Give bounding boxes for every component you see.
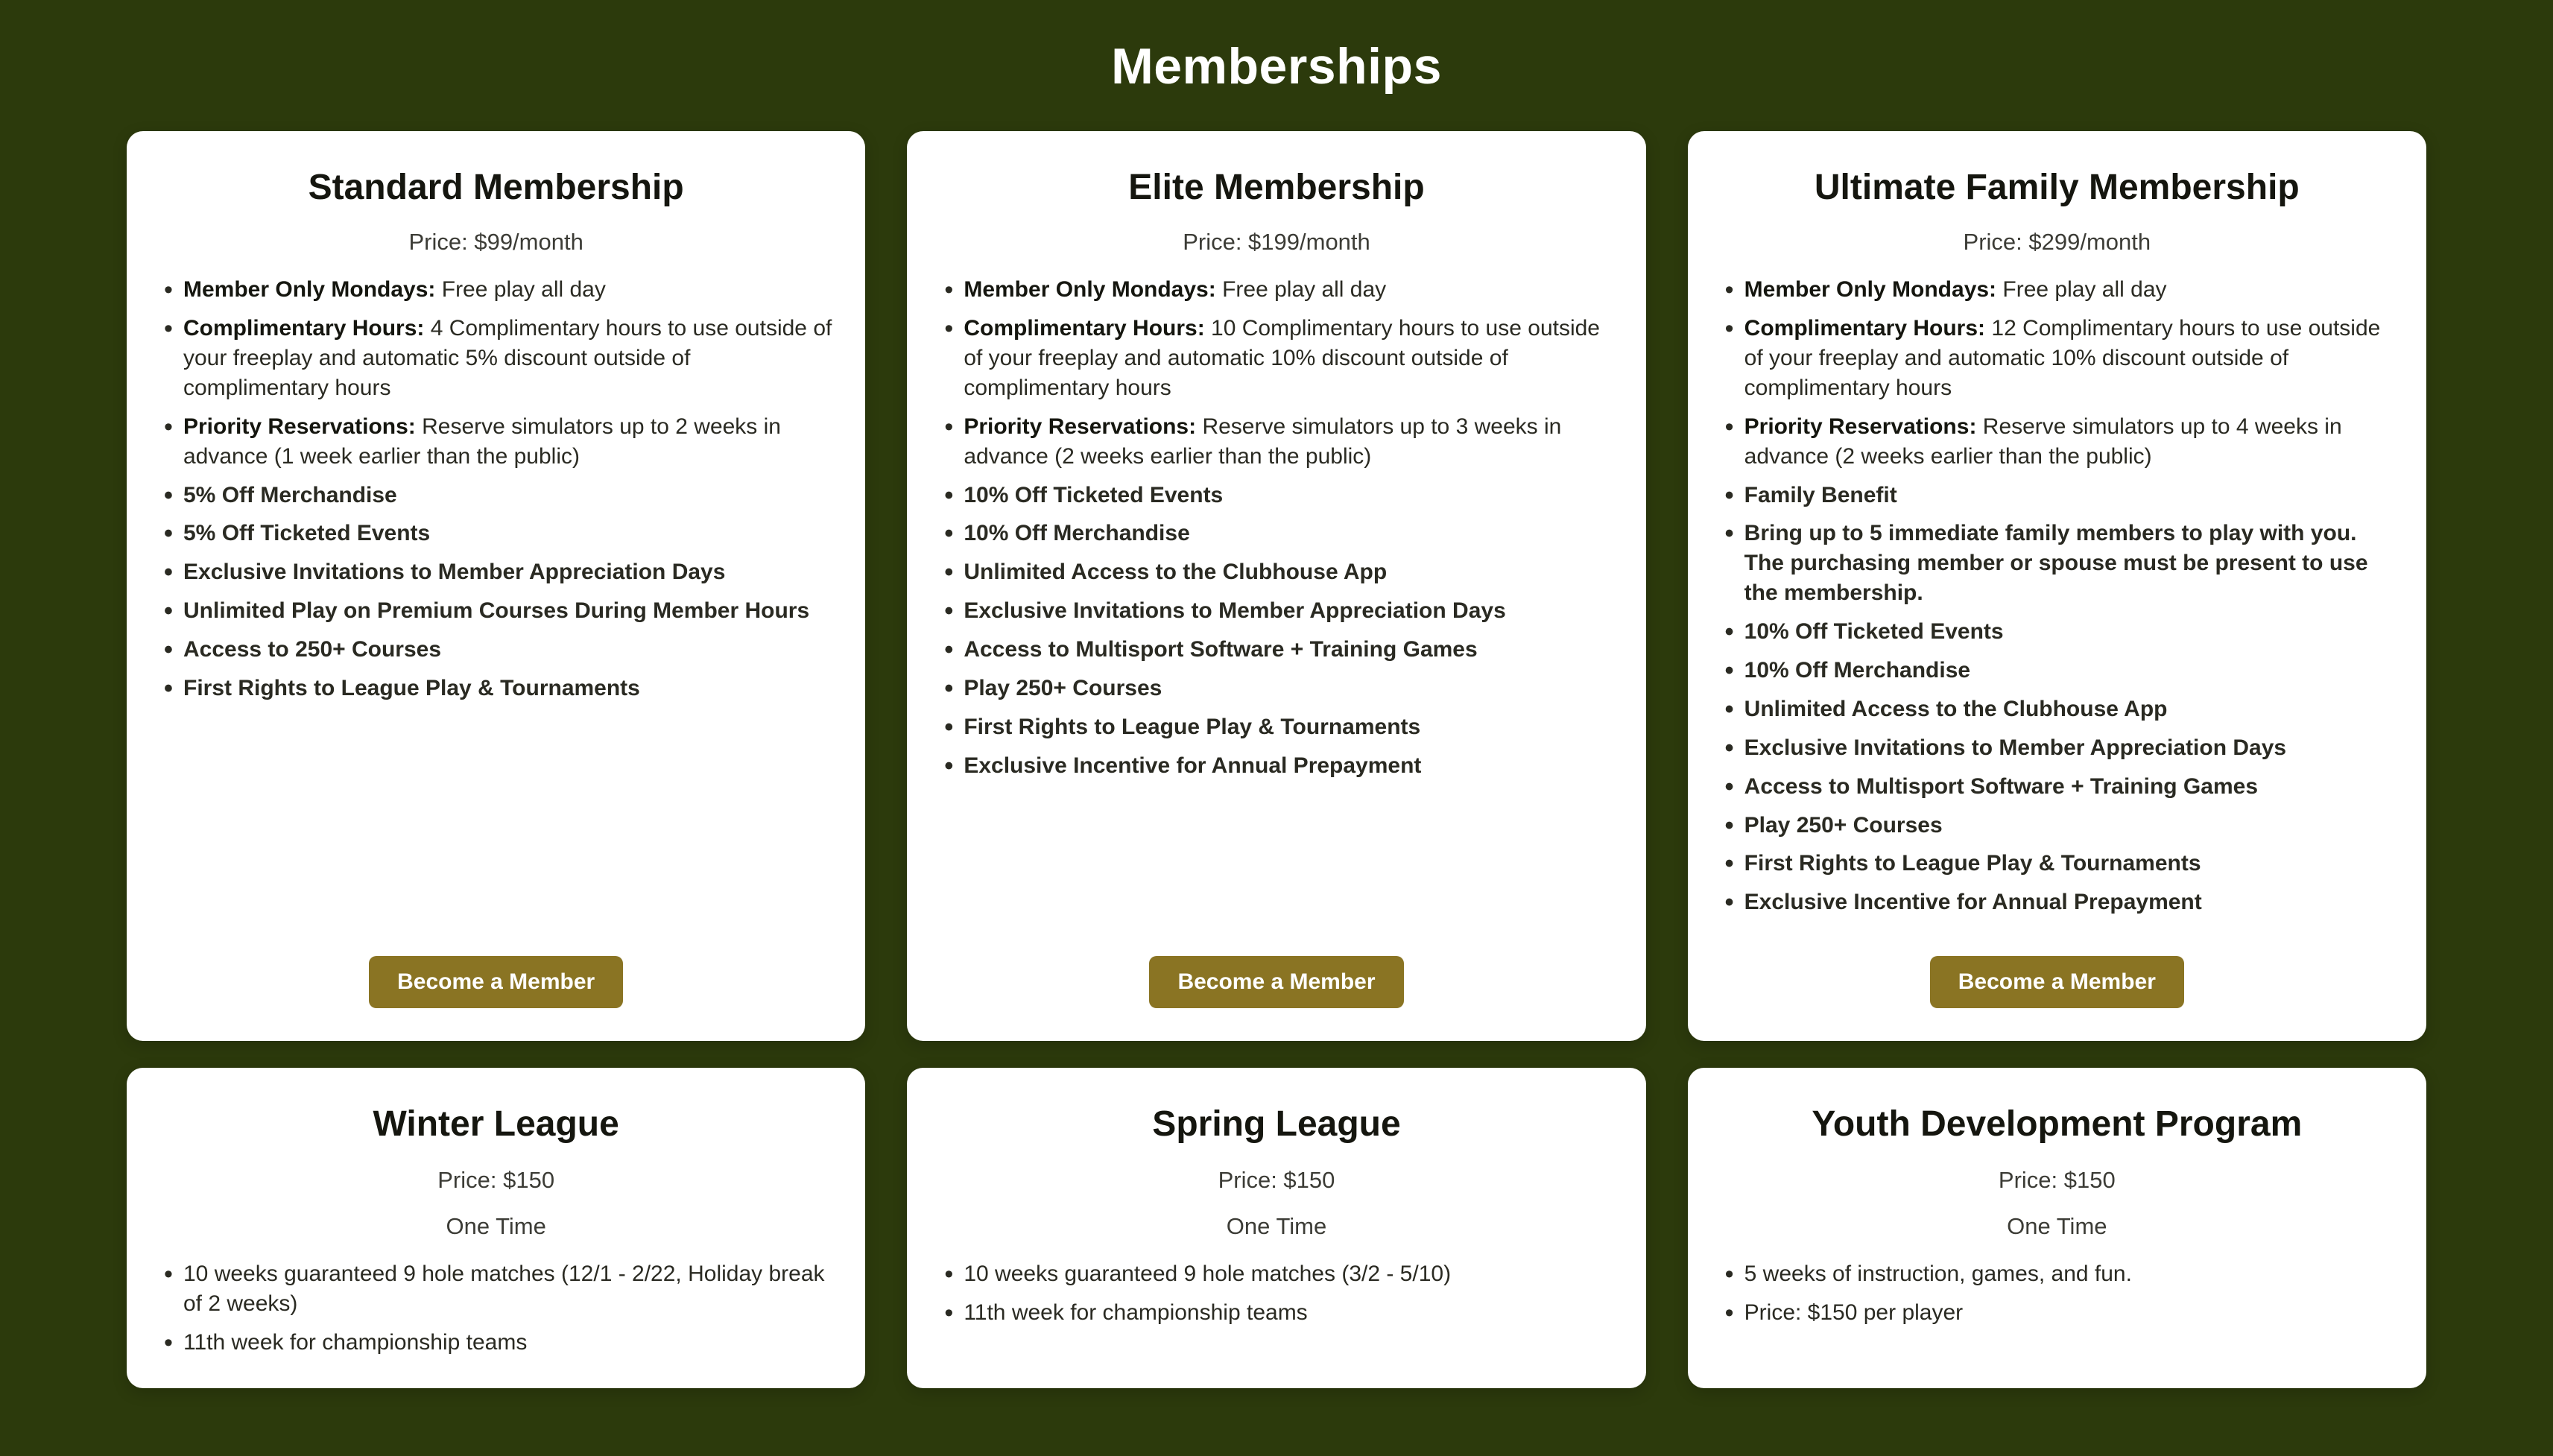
membership-card-grid bbox=[0, 131, 2553, 1041]
program-card-grid bbox=[0, 1068, 2553, 1388]
feature-text: First Rights to League Play & Tournaments bbox=[1744, 851, 2201, 876]
program-card-title: Winter League bbox=[373, 1104, 619, 1145]
feature-list bbox=[938, 275, 1614, 926]
become-a-member-button[interactable]: Become a Member bbox=[369, 956, 623, 1008]
feature-list-item bbox=[1719, 314, 2395, 403]
program-card bbox=[1688, 1068, 2426, 1388]
feature-list-item bbox=[158, 674, 834, 703]
feature-list-item bbox=[158, 635, 834, 665]
feature-list-item bbox=[158, 596, 834, 626]
feature-text: Unlimited Access to the Clubhouse App bbox=[1744, 696, 2168, 721]
membership-card bbox=[1688, 131, 2426, 1041]
feature-list bbox=[1719, 275, 2395, 926]
feature-list-item bbox=[1719, 275, 2395, 305]
feature-list bbox=[158, 1259, 834, 1367]
feature-list bbox=[938, 1259, 1614, 1366]
feature-list-item bbox=[938, 1259, 1614, 1289]
feature-text: 10% Off Ticketed Events bbox=[964, 482, 1224, 507]
feature-label: Member Only Mondays: bbox=[183, 277, 436, 303]
feature-text: 10 Complimentary hours to use outside of your freeplay and automatic 10% discount outside of complimentary hours bbox=[964, 316, 1600, 400]
feature-text: Bring up to 5 immediate family members to play with you. The purchasing member or spouse must be present to use the membership. bbox=[1744, 521, 2368, 606]
feature-text: Exclusive Invitations to Member Appreciation Days bbox=[964, 598, 1506, 624]
feature-list-item bbox=[938, 557, 1614, 587]
feature-text: Reserve simulators up to 3 weeks in advance (2 weeks earlier than the public) bbox=[964, 414, 1562, 469]
feature-text: Access to Multisport Software + Training Games bbox=[964, 637, 1478, 662]
feature-list-item bbox=[938, 751, 1614, 781]
feature-list-item bbox=[938, 314, 1614, 403]
feature-list-item bbox=[1719, 1259, 2395, 1289]
feature-label: Complimentary Hours: bbox=[1744, 316, 1986, 341]
feature-list-item bbox=[1719, 617, 2395, 647]
feature-list-item bbox=[938, 275, 1614, 305]
membership-card-title: Standard Membership bbox=[308, 168, 684, 207]
feature-text: 12 Complimentary hours to use outside of your freeplay and automatic 10% discount outside of complimentary hours bbox=[1744, 316, 2381, 400]
membership-price: Price: $299/month bbox=[1963, 229, 2151, 256]
feature-list-item bbox=[158, 314, 834, 403]
feature-text: Free play all day bbox=[1215, 277, 1387, 303]
program-frequency: One Time bbox=[446, 1213, 546, 1240]
feature-list-item bbox=[1719, 481, 2395, 510]
feature-label: Priority Reservations: bbox=[964, 414, 1197, 439]
feature-text: Exclusive Incentive for Annual Prepayment bbox=[1744, 890, 2202, 915]
feature-text: Family Benefit bbox=[1744, 482, 1897, 507]
feature-text: Unlimited Access to the Clubhouse App bbox=[964, 560, 1388, 585]
feature-text: Play 250+ Courses bbox=[1744, 812, 1943, 838]
program-card bbox=[127, 1068, 865, 1388]
feature-list-item bbox=[1719, 656, 2395, 686]
feature-text: 5 weeks of instruction, games, and fun. bbox=[1744, 1262, 2132, 1287]
feature-list-item bbox=[938, 1298, 1614, 1328]
page-title: Memberships bbox=[1111, 38, 1442, 95]
feature-list-item bbox=[158, 557, 834, 587]
feature-list-item bbox=[1719, 849, 2395, 879]
membership-card bbox=[127, 131, 865, 1041]
feature-text: Reserve simulators up to 4 weeks in advance (2 weeks earlier than the public) bbox=[1744, 414, 2342, 469]
feature-text: Access to 250+ Courses bbox=[183, 637, 442, 662]
feature-text: 10 weeks guaranteed 9 hole matches (3/2 - 5/10) bbox=[964, 1262, 1452, 1287]
feature-text: 5% Off Merchandise bbox=[183, 482, 397, 507]
feature-list-item bbox=[1719, 412, 2395, 472]
feature-list-item bbox=[938, 596, 1614, 626]
feature-list-item bbox=[1719, 733, 2395, 763]
feature-label: Complimentary Hours: bbox=[964, 316, 1205, 341]
feature-text: Free play all day bbox=[435, 277, 606, 303]
feature-list-item bbox=[938, 412, 1614, 472]
feature-text: Exclusive Invitations to Member Appreciation Days bbox=[183, 560, 726, 585]
feature-label: Member Only Mondays: bbox=[1744, 277, 1997, 303]
feature-text: Free play all day bbox=[1996, 277, 2167, 303]
feature-list-item bbox=[938, 481, 1614, 510]
feature-label: Priority Reservations: bbox=[1744, 414, 1977, 439]
feature-list-item bbox=[158, 1259, 834, 1319]
feature-list-item bbox=[938, 635, 1614, 665]
cta-wrapper bbox=[938, 956, 1614, 1008]
feature-text: 10% Off Merchandise bbox=[964, 521, 1190, 546]
program-card-title: Youth Development Program bbox=[1812, 1104, 2303, 1145]
feature-label: Member Only Mondays: bbox=[964, 277, 1216, 303]
feature-text: First Rights to League Play & Tournaments bbox=[964, 714, 1421, 739]
feature-text: Reserve simulators up to 2 weeks in advance (1 week earlier than the public) bbox=[183, 414, 781, 469]
feature-text: Play 250+ Courses bbox=[964, 675, 1162, 700]
cta-wrapper bbox=[158, 956, 834, 1008]
feature-text: Exclusive Incentive for Annual Prepayment bbox=[964, 753, 1422, 778]
feature-list-item bbox=[158, 1328, 834, 1358]
feature-list-item bbox=[938, 519, 1614, 548]
program-price: Price: $150 bbox=[1998, 1167, 2116, 1194]
membership-price: Price: $99/month bbox=[408, 229, 583, 256]
program-card-title: Spring League bbox=[1152, 1104, 1401, 1145]
feature-text: Price: $150 per player bbox=[1744, 1300, 1964, 1326]
feature-list-item bbox=[158, 519, 834, 548]
membership-price: Price: $199/month bbox=[1183, 229, 1370, 256]
become-a-member-button[interactable]: Become a Member bbox=[1149, 956, 1403, 1008]
program-card bbox=[907, 1068, 1645, 1388]
feature-list bbox=[158, 275, 834, 926]
feature-list-item bbox=[1719, 694, 2395, 724]
feature-list-item bbox=[1719, 811, 2395, 841]
feature-list-item bbox=[1719, 519, 2395, 608]
feature-label: Complimentary Hours: bbox=[183, 316, 425, 341]
program-price: Price: $150 bbox=[1218, 1167, 1335, 1194]
program-price: Price: $150 bbox=[437, 1167, 555, 1194]
feature-text: Exclusive Invitations to Member Appreciation Days bbox=[1744, 735, 2287, 760]
memberships-page bbox=[0, 37, 2553, 1445]
feature-list-item bbox=[1719, 772, 2395, 802]
feature-list-item bbox=[1719, 887, 2395, 917]
membership-card bbox=[907, 131, 1645, 1041]
become-a-member-button[interactable]: Become a Member bbox=[1930, 956, 2184, 1008]
feature-text: Access to Multisport Software + Training Games bbox=[1744, 773, 2258, 799]
feature-text: 11th week for championship teams bbox=[183, 1330, 528, 1355]
feature-text: 4 Complimentary hours to use outside of your freeplay and automatic 5% discount outside of complimentary hours bbox=[183, 316, 832, 400]
feature-list-item bbox=[158, 275, 834, 305]
feature-list-item bbox=[938, 712, 1614, 742]
feature-label: Priority Reservations: bbox=[183, 414, 416, 439]
feature-text: 10% Off Ticketed Events bbox=[1744, 619, 2004, 645]
feature-text: 5% Off Ticketed Events bbox=[183, 521, 431, 546]
program-frequency: One Time bbox=[1226, 1213, 1327, 1240]
program-frequency: One Time bbox=[2007, 1213, 2107, 1240]
feature-text: 11th week for championship teams bbox=[964, 1300, 1308, 1326]
feature-list-item bbox=[1719, 1298, 2395, 1328]
membership-card-title: Ultimate Family Membership bbox=[1814, 168, 2300, 207]
cta-wrapper bbox=[1719, 956, 2395, 1008]
feature-list bbox=[1719, 1259, 2395, 1366]
feature-text: 10 weeks guaranteed 9 hole matches (12/1 - 2/22, Holiday break of 2 weeks) bbox=[183, 1262, 825, 1317]
feature-text: First Rights to League Play & Tournaments bbox=[183, 675, 640, 700]
feature-text: 10% Off Merchandise bbox=[1744, 657, 1971, 683]
feature-list-item bbox=[158, 481, 834, 510]
feature-text: Unlimited Play on Premium Courses During Member Hours bbox=[183, 598, 810, 624]
membership-card-title: Elite Membership bbox=[1128, 168, 1425, 207]
feature-list-item bbox=[938, 674, 1614, 703]
feature-list-item bbox=[158, 412, 834, 472]
